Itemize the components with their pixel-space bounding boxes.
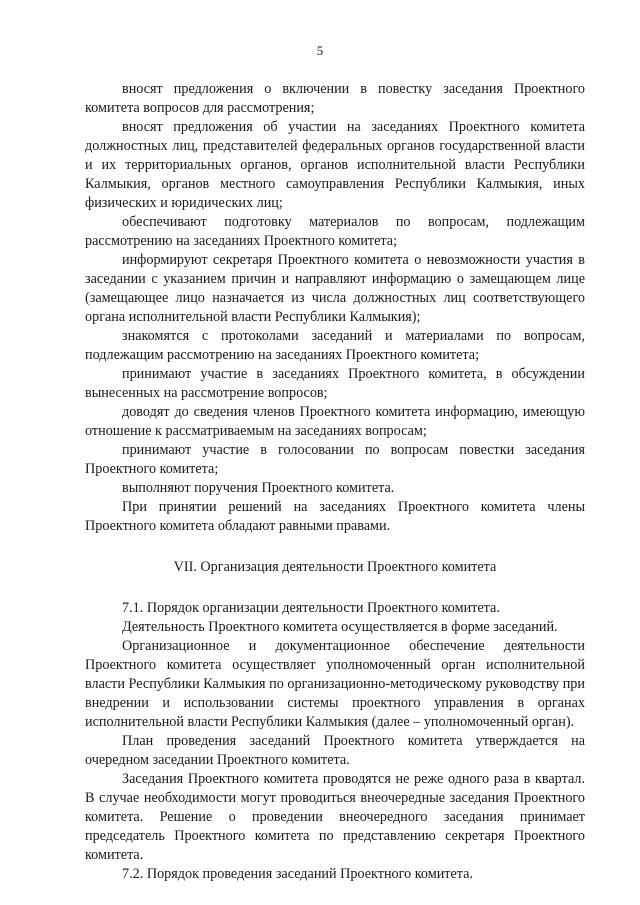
paragraph: знакомятся с протоколами заседаний и материалами по вопросам, подлежащим рассмотрению на заседаниях Проектного комитета; <box>85 328 585 363</box>
paragraph: вносят предложения об участии на заседаниях Проектного комитета должностных лиц, представителей федеральных органов государственной власти и их территориальных органов, органов исполнительной власти Республики Калмыкия, органов местного самоуправления Республики Калмыкия, иных физических и юридических лиц; <box>85 119 585 211</box>
paragraph: обеспечивают подготовку материалов по вопросам, подлежащим рассмотрению на заседаниях Проектного комитета; <box>85 214 585 249</box>
paragraph: выполняют поручения Проектного комитета. <box>122 480 395 496</box>
paragraph: 7.1. Порядок организации деятельности Проектного комитета. <box>122 600 500 616</box>
paragraph: принимают участие в заседаниях Проектного комитета, в обсуждении вынесенных на рассмотрение вопросов; <box>85 366 585 401</box>
section-heading: VII. Организация деятельности Проектного комитета <box>173 559 497 575</box>
paragraph: доводят до сведения членов Проектного комитета информацию, имеющую отношение к рассматриваемым на заседаниях вопросам; <box>85 404 585 439</box>
paragraph: Заседания Проектного комитета проводятся не реже одного раза в квартал. В случае необходимости могут проводиться внеочередные заседания Проектного комитета. Решение о проведении внеочередного заседания принимает председатель Проектного комитета по представлению секретаря Проектного комитета. <box>85 771 585 863</box>
page-number: 5 <box>316 43 324 58</box>
document-body <box>85 80 585 884</box>
paragraph: принимают участие в голосовании по вопросам повестки заседания Проектного комитета; <box>85 442 585 477</box>
paragraph: Организационное и документационное обеспечение деятельности Проектного комитета осуществляет уполномоченный орган исполнительной власти Республики Калмыкия по организационно-методическому руководству при внедрении и использовании системы проектного управления в органах исполнительной власти Республики Калмыкия (далее – уполномоченный орган). <box>85 638 585 730</box>
paragraph: При принятии решений на заседаниях Проектного комитета члены Проектного комитета обладают равными правами. <box>85 499 585 534</box>
paragraph: План проведения заседаний Проектного комитета утверждается на очередном заседании Проектного комитета. <box>85 733 585 768</box>
paragraph: вносят предложения о включении в повестку заседания Проектного комитета вопросов для рассмотрения; <box>85 81 585 116</box>
paragraph: 7.2. Порядок проведения заседаний Проектного комитета. <box>122 866 474 882</box>
paragraph: Деятельность Проектного комитета осуществляется в форме заседаний. <box>122 619 558 635</box>
paragraph: информируют секретаря Проектного комитета о невозможности участия в заседании с указанием причин и направляют информацию о замещающем лице (замещающее лицо назначается из числа должностных лиц соответствующего органа исполнительной власти Республики Калмыкия); <box>85 252 585 325</box>
